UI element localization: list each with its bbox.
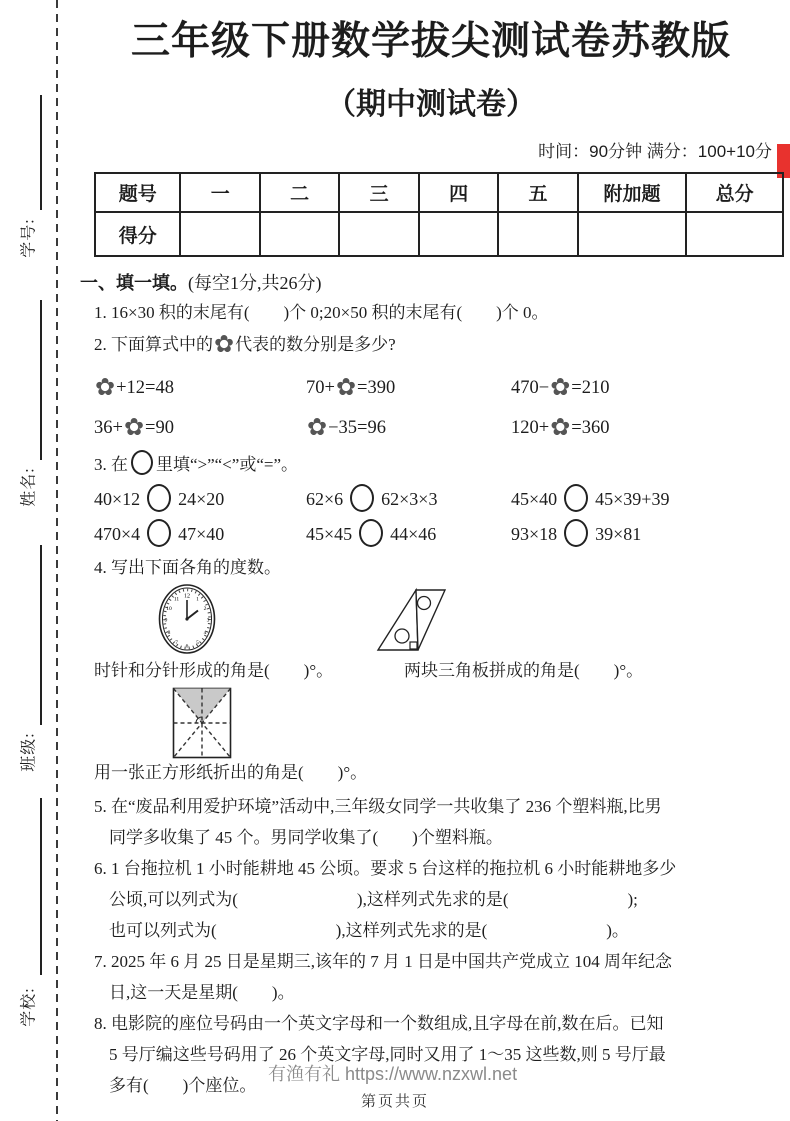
comparison-circle	[147, 519, 171, 547]
score-cell	[498, 212, 577, 256]
page-number-text: 第页共页	[360, 1094, 429, 1110]
question-5-line: 同学多收集了 45 个。男同学收集了( )个塑料瓶。	[109, 828, 503, 847]
comparison: 93×18 39×81	[511, 517, 782, 552]
score-cell	[339, 212, 418, 256]
school-label: 学校:	[20, 987, 38, 1027]
question-8-line: 多有( )个座位。	[109, 1076, 257, 1095]
question-2-stem: 2. 下面算式中的✿代表的数分别是多少?	[94, 332, 396, 358]
svg-text:3: 3	[206, 617, 210, 624]
question-4-figures	[80, 583, 782, 657]
svg-text:7: 7	[175, 640, 178, 646]
triangles-caption: 两块三角板拼成的角是( )°。	[404, 661, 644, 680]
square-caption-row	[94, 759, 782, 787]
score-table-header-row	[95, 173, 783, 212]
svg-text:12: 12	[184, 593, 190, 600]
header-cell: 二	[260, 173, 339, 212]
name-line	[40, 300, 42, 460]
flower-icon: ✿	[214, 332, 235, 358]
class-label: 班级:	[20, 732, 38, 772]
class-line	[40, 545, 42, 725]
header-cell: 五	[498, 173, 577, 212]
paper-content	[80, 0, 782, 1101]
set-squares-figure	[376, 587, 448, 653]
equation: 120+✿=360	[511, 415, 610, 441]
score-cell	[180, 212, 259, 256]
score-cell	[686, 212, 783, 256]
comparison-exercises	[94, 482, 782, 552]
comparison-circle	[359, 519, 383, 547]
comparison-circle	[147, 484, 171, 512]
clock-caption: 时针和分针形成的角是( )°。	[94, 661, 334, 680]
equation: 70+✿=390	[306, 375, 396, 401]
question-6-line: 公顷,可以列式为( ),这样列式先求的是( );	[109, 890, 638, 909]
header-cell: 一	[180, 173, 259, 212]
svg-text:4: 4	[203, 630, 207, 636]
flower-icon: ✿	[307, 415, 328, 441]
watermark-text: 有渔有礼 https://www.nzxwl.net	[268, 1064, 518, 1084]
header-cell: 附加题	[578, 173, 687, 212]
page-subtitle: （期中测试卷）	[326, 88, 536, 121]
comparison: 470×4 47×40	[94, 517, 306, 552]
comparison-circle	[564, 519, 588, 547]
svg-text:6: 6	[185, 643, 189, 650]
header-cell: 题号	[95, 173, 180, 212]
svg-text:1: 1	[196, 596, 199, 603]
folded-square-figure	[172, 687, 232, 759]
page-title: 三年级下册数学拔尖测试卷苏教版	[130, 20, 731, 63]
question-8-line: 8. 电影院的座位号码由一个英文字母和一个数组成,且字母在前,数在后。已知	[94, 1014, 664, 1033]
header-cell: 四	[419, 173, 498, 212]
equation: ✿−35=96	[307, 415, 386, 441]
svg-text:2: 2	[203, 606, 207, 612]
equation: ✿+12=48	[95, 375, 174, 401]
svg-text:8: 8	[167, 630, 171, 636]
flower-icon: ✿	[95, 375, 116, 401]
exam-info: 时间：90分钟 满分：100+10分	[538, 142, 772, 161]
score-cell	[578, 212, 687, 256]
comparison: 62×6 62×3×3	[306, 482, 511, 517]
name-label: 姓名:	[20, 467, 38, 507]
question-6-line: 6. 1 台拖拉机 1 小时能耕地 45 公顷。要求 5 台这样的拖拉机 6 小时能耕地多少	[94, 859, 677, 878]
question-5-line: 5. 在“废品利用爱护环境”活动中,三年级女同学一共收集了 236 个塑料瓶,比男	[94, 797, 662, 816]
question-6-line: 也可以列式为( ),这样列式先求的是( )。	[109, 921, 629, 940]
question-1: 1. 16×30 积的末尾有( )个 0;20×50 积的末尾有( )个 0。	[94, 303, 549, 322]
student-id-label: 学号:	[20, 218, 38, 258]
comparison-circle	[350, 484, 374, 512]
comparison: 40×12 24×20	[94, 482, 306, 517]
square-caption: 用一张正方形纸折出的角是( )°。	[94, 763, 368, 782]
seal-dashed-line	[56, 0, 58, 1121]
question-7-line: 7. 2025 年 6 月 25 日是星期三,该年的 7 月 1 日是中国共产党成立 104 周年纪念	[94, 952, 672, 971]
flower-icon: ✿	[550, 375, 571, 401]
score-cell	[260, 212, 339, 256]
question-4-stem: 4. 写出下面各角的度数。	[94, 558, 281, 577]
score-cell	[419, 212, 498, 256]
comparison-circle	[131, 450, 153, 475]
student-id-line	[40, 95, 42, 210]
school-line	[40, 798, 42, 975]
section-one-heading	[80, 269, 782, 297]
equation: 36+✿=90	[94, 415, 174, 441]
score-table	[94, 172, 784, 257]
question-8-line: 5 号厅编这些号码用了 26 个英文字母,同时又用了 1～35 这些数,则 5 号厅最	[109, 1045, 666, 1064]
flower-icon: ✿	[550, 415, 571, 441]
flower-equations	[94, 368, 782, 448]
header-cell: 总分	[686, 173, 783, 212]
equation: 470−✿=210	[511, 375, 610, 401]
svg-text:11: 11	[173, 596, 180, 603]
clock-figure	[158, 583, 216, 655]
question-3-stem: 3. 在 里填“>”“<”或“=”。	[94, 448, 782, 482]
score-table-score-row	[95, 212, 783, 256]
svg-text:10: 10	[166, 606, 172, 612]
question-7-line: 日,这一天是星期( )。	[109, 983, 295, 1002]
comparison: 45×45 44×46	[306, 517, 511, 552]
comparison-circle	[564, 484, 588, 512]
section-note: (每空1分,共26分)	[188, 273, 322, 293]
question-4-captions	[94, 657, 782, 685]
comparison: 45×40 45×39+39	[511, 482, 782, 517]
svg-text:9: 9	[164, 617, 168, 624]
header-cell: 三	[339, 173, 418, 212]
flower-icon: ✿	[335, 375, 357, 401]
section-title: 一、填一填。	[80, 273, 188, 293]
score-row-label: 得分	[95, 212, 180, 256]
svg-text:5: 5	[196, 640, 199, 646]
flower-icon: ✿	[123, 415, 145, 441]
